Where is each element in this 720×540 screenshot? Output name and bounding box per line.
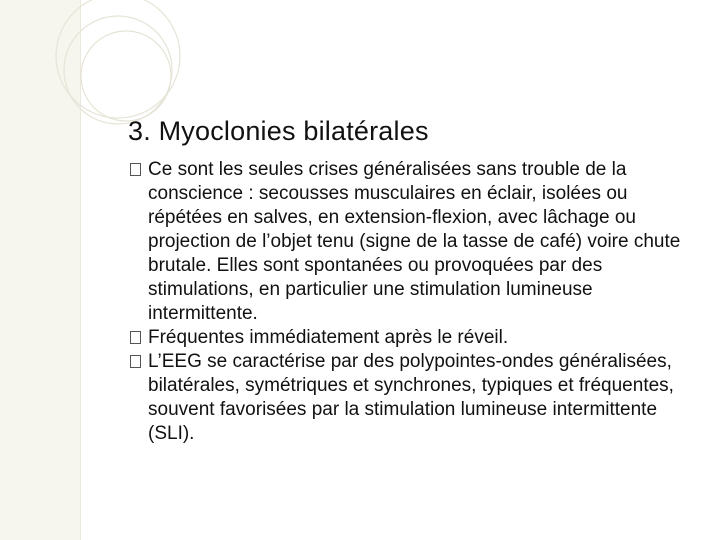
- bullet-box-icon: [130, 355, 141, 368]
- bullet-item: [130, 158, 690, 326]
- bullet-text: Ce sont les seules crises généralisées sans trouble de la conscience : secousses musculaires en éclair, isolées ou répétées en salves, en extension-flexion, avec lâchage ou projection de l’objet tenu (signe de la tasse de café) voire chute brutale. Elles sont spontanées ou provoquées par des stimulations, en particulier une stimulation lumineuse intermittente.: [148, 159, 681, 324]
- bullet-box-icon: [130, 331, 141, 344]
- bullet-item: [130, 326, 690, 350]
- bullet-text: Fréquentes immédiatement après le réveil.: [148, 327, 509, 348]
- slide-title: 3. Myoclonies bilatérales: [128, 116, 429, 146]
- bullet-box-icon: [130, 163, 141, 176]
- bullet-text: L’EEG se caractérise par des polypointes-ondes généralisées, bilatérales, symétriques et synchrones, typiques et fréquentes, souvent favorisées par la stimulation lumineuse intermittente (SLI).: [148, 351, 674, 444]
- bullet-item: [130, 350, 690, 446]
- bullet-list: [130, 158, 690, 446]
